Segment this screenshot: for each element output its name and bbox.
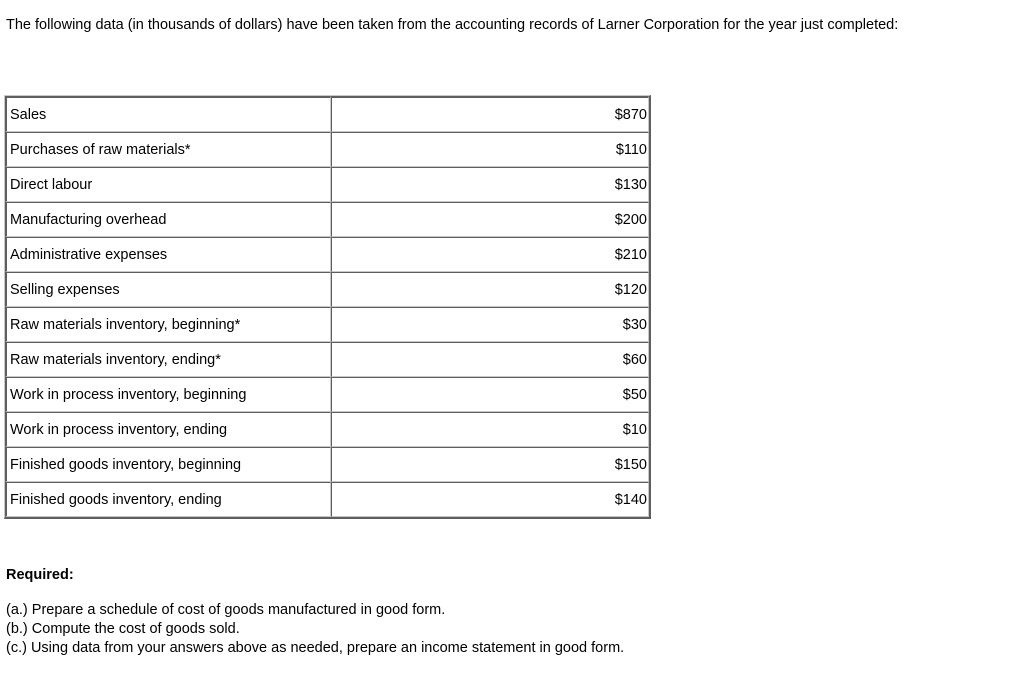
table-row: [5, 237, 649, 272]
required-task-a: (a.) Prepare a schedule of cost of goods manufactured in good form.: [6, 602, 446, 618]
row-label: Finished goods inventory, ending: [5, 482, 331, 517]
row-label: Purchases of raw materials*: [5, 132, 331, 167]
table-row: [5, 447, 649, 482]
row-label: Finished goods inventory, beginning: [5, 447, 331, 482]
row-value: $150: [331, 447, 649, 482]
table-row: [5, 482, 649, 517]
accounting-data-table: [4, 95, 651, 519]
row-label: Administrative expenses: [5, 237, 331, 272]
table-row: [5, 307, 649, 342]
table-row: [5, 132, 649, 167]
table-row: [5, 96, 649, 132]
row-value: $10: [331, 412, 649, 447]
row-value: $870: [331, 96, 649, 132]
row-label: Direct labour: [5, 167, 331, 202]
row-label: Raw materials inventory, beginning*: [5, 307, 331, 342]
table-row: [5, 412, 649, 447]
table-row: [5, 167, 649, 202]
table-row: [5, 377, 649, 412]
table-row: [5, 202, 649, 237]
row-label: Selling expenses: [5, 272, 331, 307]
required-task-b: (b.) Compute the cost of goods sold.: [6, 621, 240, 637]
table-row: [5, 342, 649, 377]
row-value: $60: [331, 342, 649, 377]
row-value: $120: [331, 272, 649, 307]
table-row: [5, 272, 649, 307]
row-value: $130: [331, 167, 649, 202]
row-value: $210: [331, 237, 649, 272]
row-label: Sales: [5, 96, 331, 132]
row-label: Work in process inventory, beginning: [5, 377, 331, 412]
required-task-c: (c.) Using data from your answers above as needed, prepare an income statement in good form.: [6, 640, 625, 656]
row-value: $110: [331, 132, 649, 167]
row-value: $50: [331, 377, 649, 412]
row-value: $200: [331, 202, 649, 237]
required-heading: Required:: [6, 567, 74, 583]
row-label: Raw materials inventory, ending*: [5, 342, 331, 377]
row-label: Work in process inventory, ending: [5, 412, 331, 447]
row-label: Manufacturing overhead: [5, 202, 331, 237]
row-value: $30: [331, 307, 649, 342]
intro-paragraph: The following data (in thousands of dollars) have been taken from the accounting records of Larner Corporation for the year just completed:: [6, 17, 899, 33]
row-value: $140: [331, 482, 649, 517]
required-task-list: [6, 601, 624, 658]
